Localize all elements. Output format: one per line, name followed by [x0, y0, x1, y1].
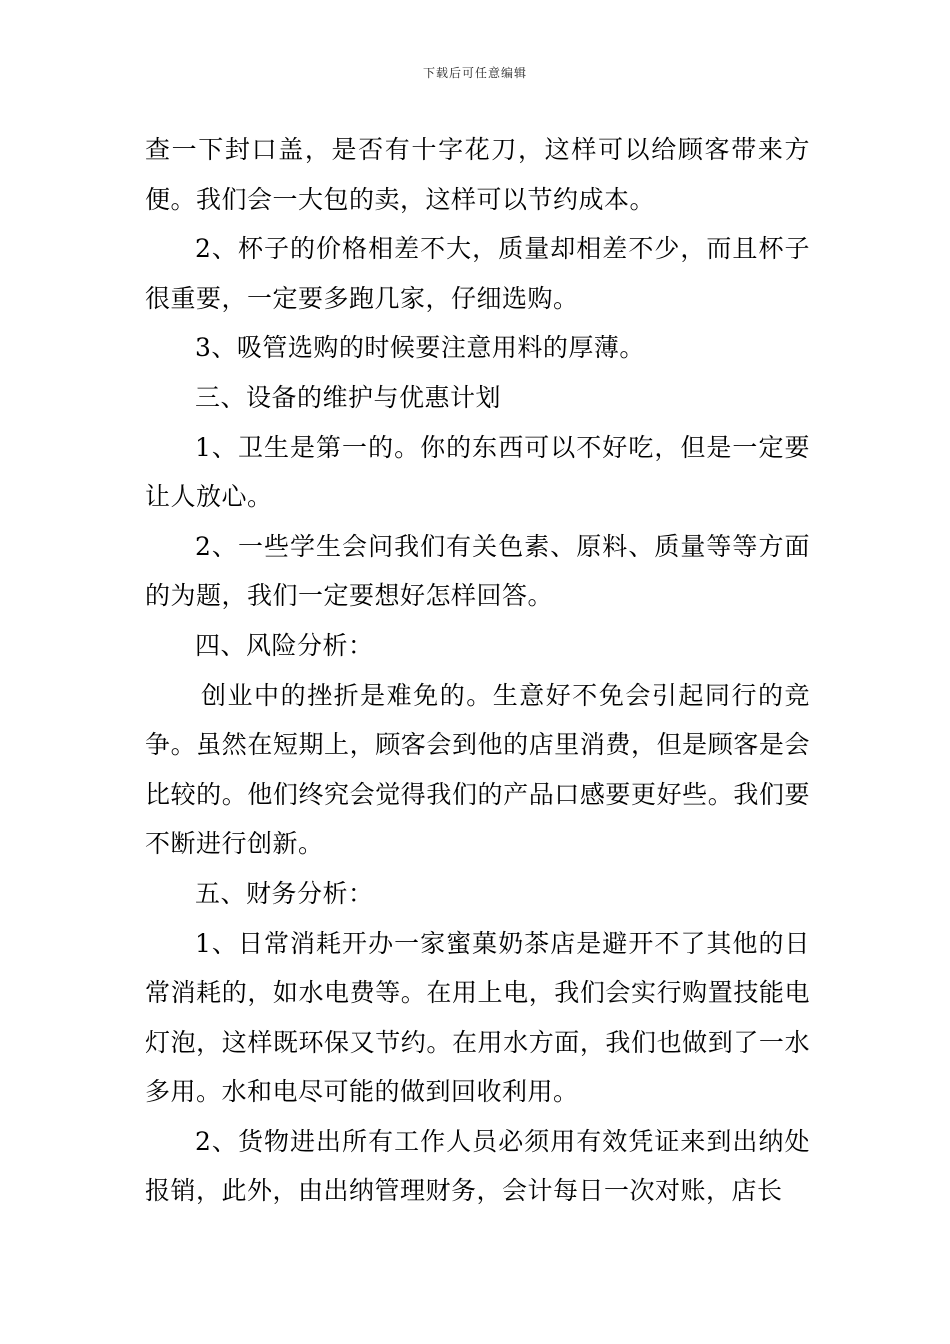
section-heading-3: 三、设备的维护与优惠计划 — [195, 382, 502, 412]
document-body — [145, 125, 810, 1216]
paragraph-10: 1、日常消耗开办一家蜜菓奶茶店是避开不了其他的日常消耗的，如水电费等。在用上电，我们会实行购置技能电灯泡，这样既环保又节约。在用水方面，我们也做到了一水多用。水和电尽可能的做到回收利用。 — [145, 928, 810, 1107]
paragraph-6: 2、一些学生会问我们有关色素、原料、质量等等方面的为题，我们一定要想好怎样回答。 — [145, 531, 810, 611]
paragraph-2: 2、杯子的价格相差不大，质量却相差不少，而且杯子很重要，一定要多跑几家，仔细选购。 — [145, 234, 810, 313]
section-heading-4: 四、风险分析： — [195, 630, 374, 660]
paragraph-8: 创业中的挫折是难免的。生意好不免会引起同行的竞争。虽然在短期上，顾客会到他的店里消费，但是顾客是会比较的。他们终究会觉得我们的产品口感要更好些。我们要不断进行创新。 — [145, 680, 810, 859]
section-heading-5: 五、财务分析： — [195, 878, 374, 908]
page-header-note: 下载后可任意编辑 — [422, 66, 527, 80]
paragraph-5: 1、卫生是第一的。你的东西可以不好吃，但是一定要让人放心。 — [145, 432, 810, 512]
paragraph-11: 2、货物进出所有工作人员必须用有效凭证来到出纳处报销，此外，由出纳管理财务，会计每日一次对账，店长 — [145, 1126, 810, 1206]
paragraph-1: 查一下封口盖，是否有十字花刀，这样可以给顾客带来方便。我们会一大包的卖，这样可以节约成本。 — [145, 135, 810, 214]
paragraph-3: 3、吸管选购的时候要注意用料的厚薄。 — [195, 333, 645, 363]
